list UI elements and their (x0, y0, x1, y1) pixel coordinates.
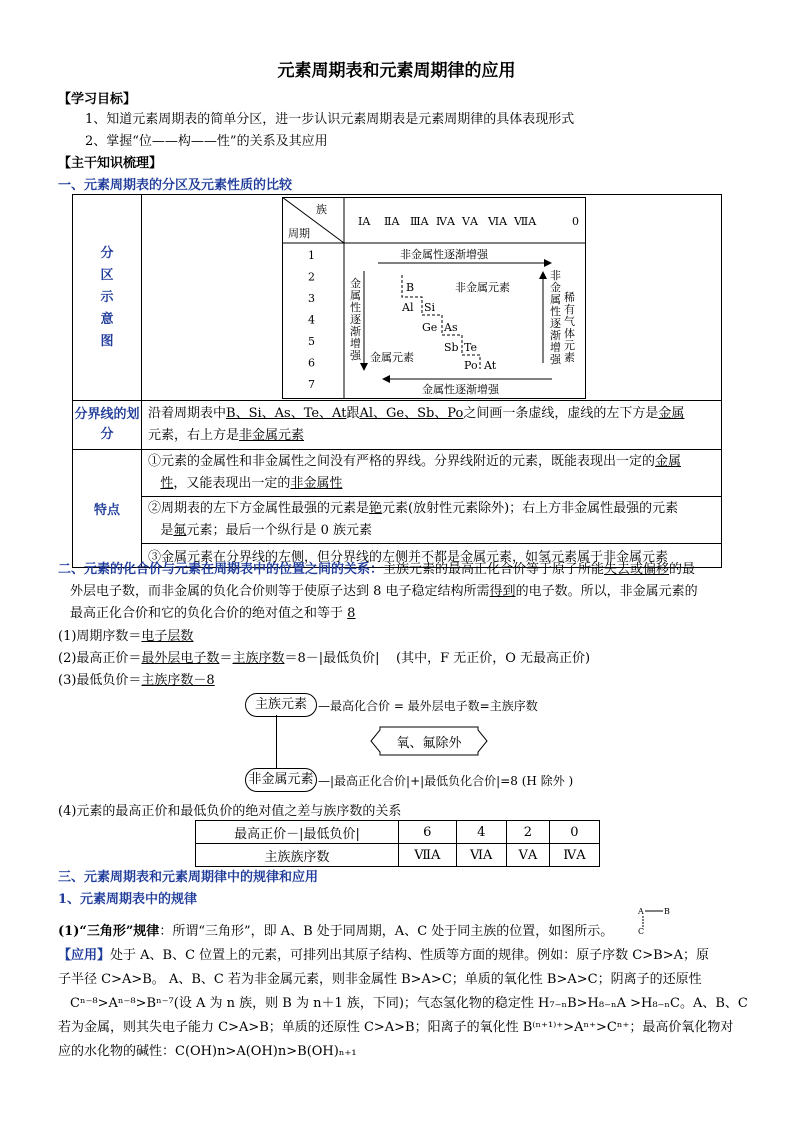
flow-connector (276, 715, 277, 769)
nonmetal-box: 非金属元素 (245, 768, 317, 792)
nonmetal-label: 非金属元素 (455, 281, 510, 294)
point-2: ②周期表的左下方金属性最强的元素是铯元素(放射性元素除外)；右上方非金属性最强的元素 是氟元素；最后一个纵行是 0 族元素 (142, 497, 722, 544)
group-label-3: ⅣA (436, 215, 455, 228)
except-label: 氧、氟除外 (396, 736, 462, 751)
right-vertical-label: 非金属性逐渐增强 (550, 269, 561, 366)
group-label-1: ⅡA (384, 215, 400, 228)
group-label-0: ⅠA (358, 215, 371, 228)
goal-item-2: 2、掌握“位——构——性”的关系及其应用 (85, 134, 328, 149)
application-line2: 子半径 C>A>B。 A、B、C 若为非金属元素，则非金属性 B>A>C；单质的氧化性 B>A>C；阴离子的还原性 (58, 972, 702, 987)
application-line1: 【应用】处于 A、B、C 位置上的元素，可排列出其原子结构、性质等方面的规律。例如：原子序数 C>B>A；原 (58, 948, 709, 963)
point-period: (1)周期序数＝电子层数 (58, 629, 194, 644)
corner-period-label: 周期 (288, 227, 310, 240)
goals-heading: 【学习目标】 (58, 92, 137, 107)
svg-text:A: A (638, 907, 644, 916)
point-3: ③金属元素在分界线的左侧，但分界线的左侧并不都是金属元素，如氢元素属于非金属元素 (142, 544, 722, 568)
element-Ge: Ge (422, 321, 438, 334)
zone-diagram (282, 197, 586, 399)
period-label-3: 3 (308, 292, 315, 305)
application-line3: Cⁿ⁻⁸>Aⁿ⁻⁸>Bⁿ⁻⁷(设 A 为 n 族，则 B 为 n＋1 族，下同)；气态氢化物的稳定性 H₇₋ₙB>H₈₋ₙA >H₈₋ₙC。A、B、C (70, 996, 748, 1011)
diagram-cell (142, 195, 722, 401)
application-line4: 若为金属，则其失电子能力 C>A>B；单质的还原性 C>A>B；阳离子的氧化性 B⁽ⁿ⁺¹⁾⁺>Aⁿ⁺>Cⁿ⁺；最高价氧化物对 (58, 1020, 734, 1035)
row3-label: 特点 (73, 450, 142, 568)
period-label-5: 5 (308, 335, 315, 348)
valence-table: 最高正价－|最低负价| 6 4 2 0 主族族序数 ⅦA ⅥA ⅤA ⅣA (195, 820, 600, 867)
triangle-rule: (1)“三角形”规律：所谓“三角形”，即 A、B 处于同周期，A、C 处于同主族的位置，如图所示。 (58, 924, 614, 939)
main-group-rule: —最高化合价 = 最外层电子数=主族序数 (318, 699, 538, 713)
element-Te: Te (464, 341, 477, 354)
row1-label: 分 区 示 意 图 (73, 195, 142, 401)
corner-group-label: 族 (316, 203, 327, 216)
metal-label: 金属元素 (370, 351, 414, 364)
period-label-6: 6 (308, 356, 315, 370)
period-label-1: 1 (308, 249, 315, 262)
section2-line2: 外层电子数，而非金属的负化合价则等于使原子达到 8 电子稳定结构所需得到的电子数。所以，非金属元素的 (70, 584, 698, 599)
svg-text:C: C (638, 927, 645, 936)
svg-text:B: B (664, 907, 670, 916)
section3-sub1: 1、元素周期表中的规律 (58, 892, 198, 907)
row2-label: 分界线的划分 (73, 401, 142, 450)
boundary-text: 沿着周期表中B、Si、As、Te、At跟Al、Ge、Sb、Po之间画一条虚线，虚线的左下方是金属 元素，右上方是非金属元素 (142, 401, 722, 450)
triangle-figure (636, 906, 674, 936)
point-1: ①元素的金属性和非金属性之间没有严格的界线。分界线附近的元素，既能表现出一定的金属 性，又能表现出一定的非金属性 (142, 450, 722, 497)
group-label-6: ⅦA (514, 215, 537, 228)
period-label-7: 7 (308, 378, 315, 391)
application-line5: 应的水化物的碱性：C(OH)n>A(OH)n>B(OH)ₙ₊₁ (58, 1044, 357, 1059)
group-label-2: ⅢA (410, 215, 429, 228)
group-label-5: ⅥA (488, 215, 508, 228)
far-right-label: 稀有气体元素 (564, 291, 575, 364)
point-min-valence: (3)最低负价＝主族序数－8 (58, 673, 215, 688)
element-B: B (406, 281, 415, 294)
point-max-valence: (2)最高正价＝最外层电子数＝主族序数＝8－|最低负价| (其中，F 无正价，O 无最高正价) (58, 651, 591, 666)
point-difference: (4)元素的最高正价和最低负价的绝对值之差与族序数的关系 (58, 804, 402, 819)
goal-item-1: 1、知道元素周期表的简单分区，进一步认识元素周期表是元素周期律的具体表现形式 (85, 112, 575, 127)
group-label-7: 0 (572, 215, 579, 228)
bottom-arrow-label: 金属性逐渐增强 (422, 383, 499, 396)
section2-line1: 二、元素的化合价与元素在周期表中的位置之间的关系：主族元素的最高正化合价等于原子所能失去或偏移的最 (58, 562, 696, 577)
element-Al: Al (402, 301, 414, 314)
element-Sb: Sb (444, 341, 459, 354)
element-As: As (444, 321, 458, 334)
top-arrow-label: 非金属性逐渐增强 (400, 248, 488, 261)
period-label-2: 2 (308, 270, 315, 284)
element-Si: Si (424, 301, 436, 314)
main-group-box: 主族元素 (245, 693, 317, 717)
period-label-4: 4 (308, 313, 315, 327)
element-At: At (484, 359, 497, 372)
section3-heading: 三、元素周期表和元素周期律中的规律和应用 (58, 870, 319, 885)
zone-table (72, 194, 722, 568)
nonmetal-rule: —|最高正化合价|+|最低负化合价|=8 (H 除外 ) (318, 774, 574, 788)
group-label-4: ⅤA (462, 215, 478, 228)
section1-heading: 一、元素周期表的分区及元素性质的比较 (58, 178, 293, 193)
knowledge-heading: 【主干知识梳理】 (58, 156, 163, 171)
page-title: 元素周期表和元素周期律的应用 (277, 61, 516, 81)
section2-line3: 最高正化合价和它的负化合价的绝对值之和等于 8 (70, 606, 356, 621)
element-Po: Po (464, 359, 478, 372)
left-vertical-label: 金属性逐渐增强 (350, 277, 361, 362)
